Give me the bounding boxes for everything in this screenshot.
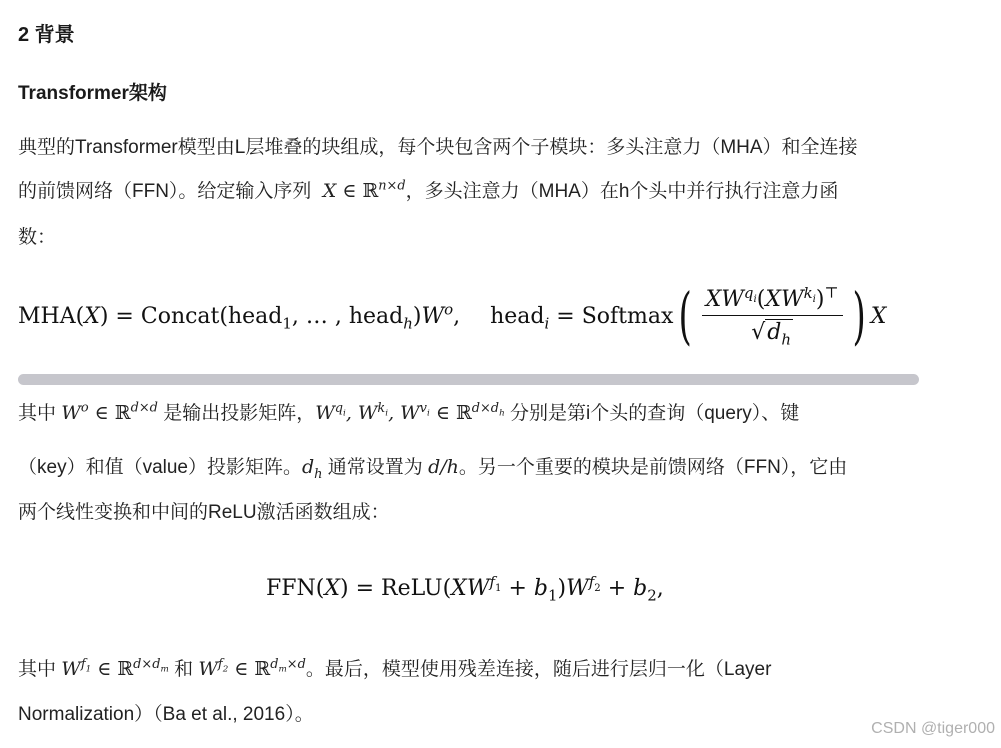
paragraph-3-line-1: [18, 654, 983, 681]
ffn-equation: $FFN(X) = ReLU(XW^{f_1} + b_1)W^{f_2} + b_2$,: [266, 572, 664, 605]
paragraph-2-line-3: 两个线性变换和中间的ReLU激活函数组成：: [18, 502, 390, 523]
wf2-math: $W^{f_2}$ ∈ ℝ$^{d_m\times d}$: [198, 656, 306, 680]
paragraph-1-line-2: [18, 176, 983, 203]
paragraph-2-line-2: [18, 452, 983, 482]
paragraph-1-line-1: 典型的Transformer模型由L层堆叠的块组成，每个块包含两个子模块：多头注意力（MHA）和全连接: [18, 137, 858, 158]
watermark: CSDN @tiger000: [871, 720, 995, 737]
horizontal-scrollbar[interactable]: [18, 374, 919, 385]
paragraph-2-text-e: 通常设置为: [327, 457, 423, 478]
paragraph-2-text-c: 分别是第i个头的查询（query）、键: [510, 403, 800, 424]
paragraph-2-text-f: 。另一个重要的模块是前馈网络（FFN），它由: [458, 457, 848, 478]
dh-math: $d_h$: [302, 456, 323, 482]
mha-equation: MHA(X) = Concat(head$_1$, … , $head_h)W^o$, head$_i$ = Softmax ( $\frac{XW^{q_i}(XW^{k_i})^⊤}{√d_h}$ ) X: [18, 279, 887, 352]
subsection-heading: Transformer架构: [18, 83, 167, 104]
paragraph-1-text-b: ，多头注意力（MHA）在h个头中并行执行注意力函: [405, 181, 839, 202]
paragraph-1-line-3: 数：: [18, 227, 57, 248]
paragraph-3-text-a: 其中: [18, 659, 57, 680]
paragraph-2-text-a: 其中: [18, 403, 57, 424]
paragraph-3-line-2: Normalization）（Ba et al., 2016）。: [18, 704, 314, 725]
input-sequence-math: X ∈ ℝ$^{n\times d}$: [316, 178, 406, 202]
paragraph-3-text-b: 和: [174, 659, 194, 680]
output-projection-math: $W^o$ ∈ ℝ$^{d\times d}$: [61, 400, 158, 424]
qkv-projection-math: $W^{q_i}$, $W^{k_i}$, $W^{v_i}$ ∈ ℝ$^{d\times d_h}$: [315, 400, 505, 424]
paragraph-2-line-1: [18, 398, 983, 425]
paragraph-1-text-a: 的前馈网络（FFN）。给定输入序列: [18, 181, 312, 202]
paragraph-2-text-b: 是输出投影矩阵，: [163, 403, 316, 424]
d-over-h-math: d/h: [428, 456, 459, 478]
wf1-math: $W^{f_1}$ ∈ ℝ$^{d\times d_m}$: [61, 656, 169, 680]
paragraph-3-text-c: 。最后，模型使用残差连接，随后进行层归一化（Layer: [305, 659, 772, 680]
paragraph-2-text-d: （key）和值（value）投影矩阵。: [18, 457, 302, 478]
section-heading: 2 背景: [18, 24, 75, 46]
